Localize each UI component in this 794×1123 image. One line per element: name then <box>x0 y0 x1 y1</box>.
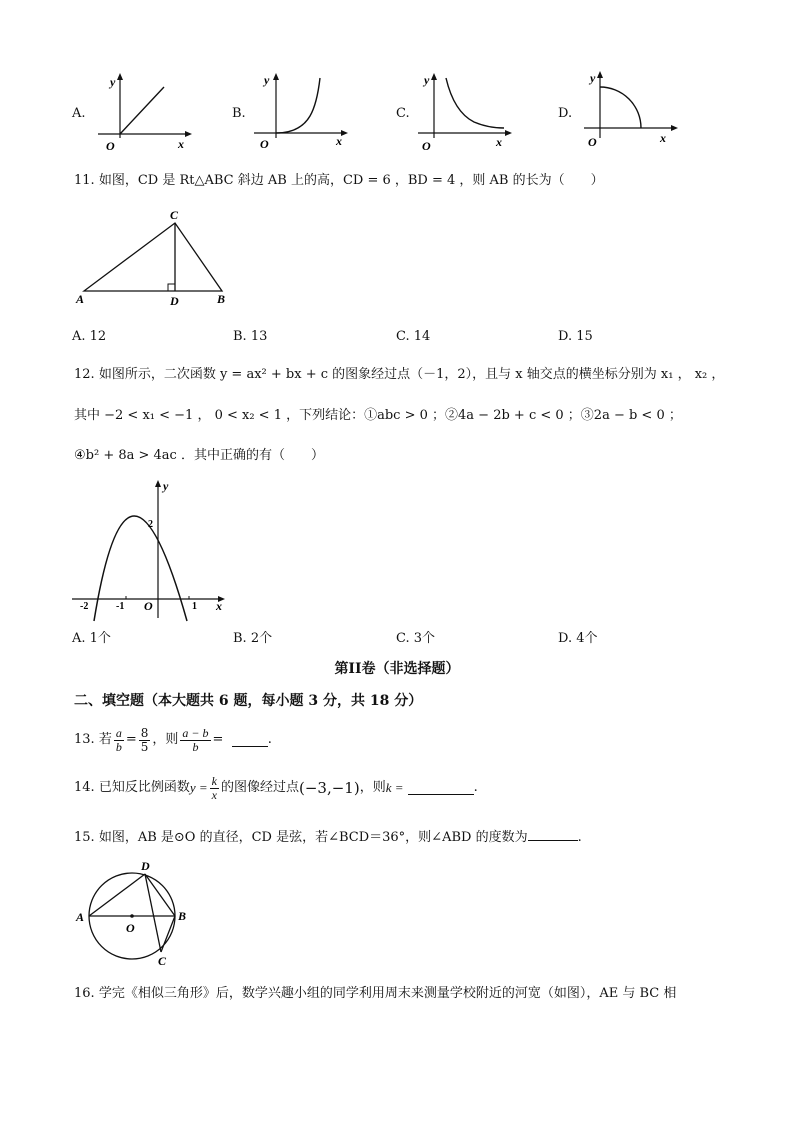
q12-line1-text: 如图所示，二次函数 y = ax² + bx + c 的图象经过点（－1，2），且与 x 轴交点的横坐标分别为 x₁ ， x₂ ， <box>98 367 725 382</box>
q12-label-y: y <box>163 479 169 493</box>
q13-f2-num: 8 <box>140 725 149 740</box>
q10-graph-c <box>414 72 514 154</box>
q10-c-y: y <box>424 73 430 87</box>
q12-tick-neg2: -2 <box>80 601 89 612</box>
q15-answer-blank[interactable] <box>528 828 578 841</box>
q12-line3: ④b² + 8a > 4ac ．其中正确的有（ ） <box>74 448 324 463</box>
q12-tick-2: 2 <box>148 519 153 530</box>
q11-option-a: A. 12 <box>72 329 107 344</box>
q13-fraction-amb-b <box>180 727 210 754</box>
q14-prefix: 已知反比例函数 <box>98 780 190 795</box>
q15-text: 如图，AB 是⊙O 的直径，CD 是弦，若∠BCD＝36°，则∠ABD 的度数为 <box>98 830 528 845</box>
q11-label-d: D <box>170 294 179 308</box>
q12-label-x: x <box>216 599 222 613</box>
q14-yeq: y = <box>189 780 208 795</box>
q10-a-x: x <box>178 137 184 151</box>
q11-option-b: B. 13 <box>233 329 268 344</box>
q10-b-x: x <box>336 134 342 148</box>
q10-b-y: y <box>264 73 270 87</box>
q15-circle-figure <box>70 855 200 971</box>
q12-line2: 其中 −2 < x₁ < −1 ， 0 < x₂ < 1 ，下列结论：①abc > 0 ；②4a − 2b + c < 0 ；③2a − b < 0 ； <box>74 408 682 423</box>
section-part-heading: 二、填空题（本大题共 6 题，每小题 3 分，共 18 分） <box>74 693 423 709</box>
q10-d-y: y <box>590 71 596 85</box>
q10-d-x: x <box>660 131 666 145</box>
q15-label-a: A <box>76 910 85 924</box>
q12-option-b: B. 2个 <box>233 631 273 646</box>
q16-stem <box>74 985 676 1003</box>
q13-f3-num: a − b <box>182 725 209 740</box>
q10-option-d-label: D. <box>558 106 573 121</box>
q12-number: 12. <box>74 367 95 382</box>
q15-label-c: C <box>158 954 167 968</box>
q14 <box>74 770 478 806</box>
q10-d-o: O <box>588 135 597 149</box>
q14-keq: k = <box>385 780 404 795</box>
q11-label-b: B <box>217 292 226 306</box>
q14-mid: 的图像经过点 <box>220 780 299 795</box>
q13-f1-den: b <box>115 739 122 754</box>
q10-a-y: y <box>110 75 116 89</box>
q14-f-num: k <box>211 773 217 788</box>
q15-label-o: O <box>126 921 135 935</box>
q15-label-b: B <box>178 909 187 923</box>
q11-stem <box>74 172 604 190</box>
q14-number: 14. <box>74 780 95 795</box>
q12-option-a: A. 1个 <box>72 631 111 646</box>
q14-f-den: x <box>211 787 217 802</box>
q10-option-b-label: B. <box>232 106 246 121</box>
q10-graph-b <box>250 70 350 152</box>
q15-label-d: D <box>141 859 150 873</box>
q12-tick-neg1: -1 <box>116 601 125 612</box>
q11-option-c: C. 14 <box>396 329 431 344</box>
q10-option-a-label: A. <box>72 106 86 121</box>
q11-label-c: C <box>170 208 179 222</box>
q12-option-d: D. 4个 <box>558 631 598 646</box>
q14-end: . <box>473 780 478 795</box>
q13-eq2: = <box>212 732 224 747</box>
q10-b-o: O <box>260 137 269 151</box>
q10-c-x: x <box>496 135 502 149</box>
q13-eq1: = <box>125 732 137 747</box>
q10-graph-d <box>580 68 680 152</box>
q10-option-c-label: C. <box>396 106 410 121</box>
q11-option-d: D. 15 <box>558 329 593 344</box>
q13-end: . <box>267 732 272 747</box>
q12-parabola-figure <box>70 476 235 624</box>
q14-point: (−3,−1) <box>298 779 360 797</box>
q13-answer-blank[interactable] <box>232 734 268 747</box>
q11-text: 如图，CD 是 Rt△ABC 斜边 AB 上的高，CD = 6 ，BD = 4 ，则 AB 的长为（ ） <box>98 173 604 188</box>
q11-triangle-figure <box>74 205 244 310</box>
q15-number: 15. <box>74 830 95 845</box>
section-title: 第II卷（非选择题） <box>334 661 460 677</box>
q16-text: 学完《相似三角形》后，数学兴趣小组的同学利用周末来测量学校附近的河宽（如图），AE 与 BC 相 <box>98 986 677 1001</box>
q13-f3-den: b <box>192 739 199 754</box>
q12-line1 <box>74 366 724 384</box>
q13-f1-num: a <box>115 725 122 740</box>
q13 <box>74 722 272 758</box>
q10-graph-a <box>94 72 194 152</box>
q12-label-o: O <box>144 599 153 613</box>
q11-label-a: A <box>76 292 85 306</box>
q10-a-o: O <box>106 139 115 152</box>
q12-option-c: C. 3个 <box>396 631 436 646</box>
q14-then: ，则 <box>359 780 386 795</box>
q12-tick-1: 1 <box>192 601 197 612</box>
q11-number: 11. <box>74 173 95 188</box>
q16-number: 16. <box>74 986 95 1001</box>
q14-fraction-k-x <box>210 775 219 802</box>
q10-c-o: O <box>422 139 431 153</box>
q15-end: . <box>577 830 582 845</box>
q15-stem <box>74 828 582 847</box>
q13-f2-den: 5 <box>140 739 149 754</box>
q13-number: 13. <box>74 732 95 747</box>
q13-mid: ，则 <box>152 732 179 747</box>
q14-answer-blank[interactable] <box>408 782 474 795</box>
q13-fraction-a-b <box>114 727 124 754</box>
q13-prefix: 若 <box>98 732 112 747</box>
q13-fraction-8-5 <box>139 727 151 754</box>
